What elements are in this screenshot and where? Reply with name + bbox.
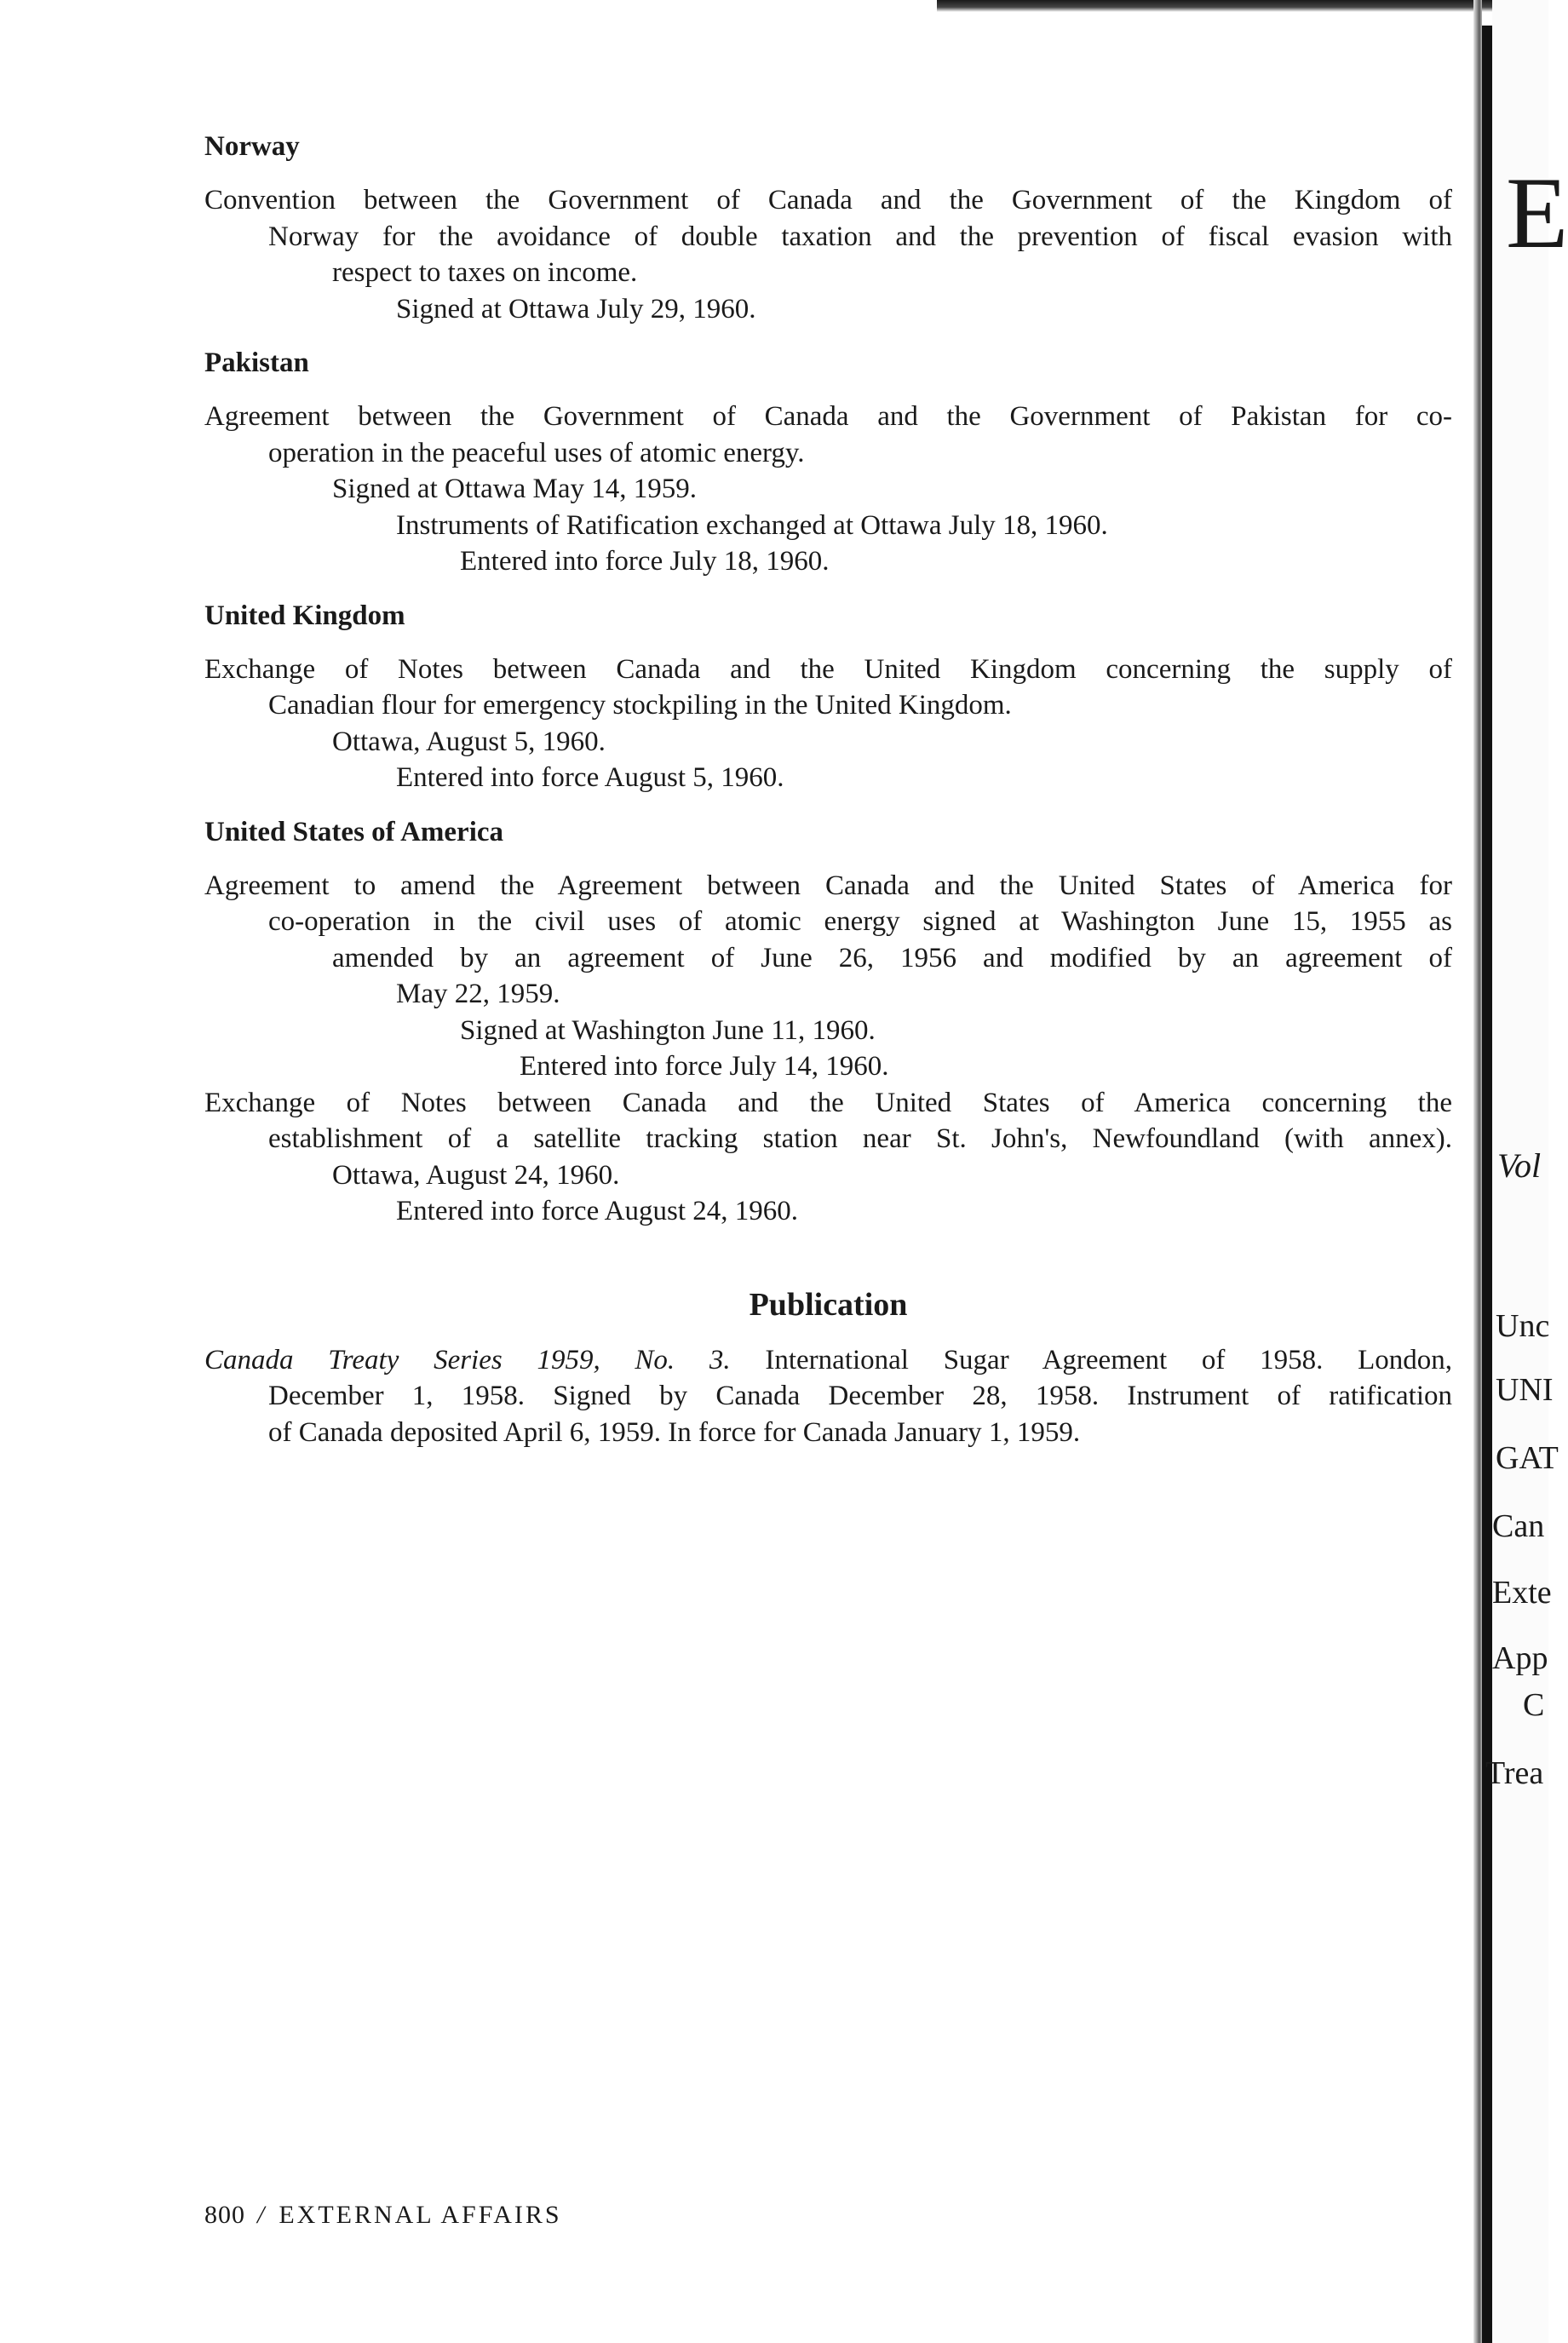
treaty-entry [204, 1085, 1452, 1230]
entry-line: Agreement to amend the Agreement between Canada and the United States of America for [204, 870, 1452, 901]
treaty-entry [204, 182, 1452, 327]
series-title: Canada Treaty Series 1959, No. 3. [204, 1344, 731, 1375]
entry-line: Canadian flour for emergency stockpiling in the United Kingdom. [268, 690, 1012, 721]
country-heading: Norway [204, 131, 300, 162]
treaty-entry [204, 868, 1452, 1085]
entry-line: Norway for the avoidance of double taxation and the prevention of fiscal evasion with [268, 221, 1452, 252]
next-page-sliver [1485, 0, 1568, 2343]
binding-edge [1473, 0, 1482, 2343]
entry-line: Convention between the Government of Canada and the Government of the Kingdom of [204, 185, 1452, 215]
entry-line: co-operation in the civil uses of atomic energy signed at Washington June 15, 1955 as [268, 906, 1452, 937]
in-force-line: Entered into force July 18, 1960. [460, 546, 830, 577]
next-page-fragment: C [1523, 1687, 1545, 1723]
country-heading: United States of America [204, 816, 504, 847]
treaty-entry [204, 652, 1452, 796]
page-number: 800 [204, 2201, 245, 2229]
signing-line: Ottawa, August 24, 1960. [332, 1159, 620, 1191]
next-page-fragment: E [1506, 156, 1568, 269]
next-page-fragment: Trea [1485, 1755, 1544, 1791]
publication-line: of Canada deposited April 6, 1959. In force for Canada January 1, 1959. [268, 1416, 1081, 1448]
next-page-fragment: Can [1492, 1508, 1545, 1544]
signing-line: Signed at Ottawa May 14, 1959. [332, 474, 698, 504]
next-page-fragment: Exte [1492, 1575, 1552, 1611]
entry-line: Exchange of Notes between Canada and the United Kingdom concerning the supply of [204, 653, 1452, 685]
publication-text: International Sugar Agreement of 1958. London, [730, 1344, 1453, 1375]
entry-line: Exchange of Notes between Canada and the United States of America concerning the [204, 1087, 1452, 1118]
next-page-fragment: Unc [1496, 1308, 1550, 1344]
scan-top-shadow [937, 0, 1548, 12]
next-page-fragment: Vol [1497, 1146, 1542, 1185]
treaty-entry [204, 399, 1452, 580]
country-heading: Pakistan [204, 347, 309, 378]
treaty-list [204, 128, 1452, 1450]
publication-heading: Publication [749, 1286, 908, 1323]
publication-line [204, 1342, 1452, 1379]
signing-line: Signed at Ottawa July 29, 1960. [396, 293, 756, 324]
next-page-fragment: UNI [1496, 1372, 1554, 1408]
binding-gutter [1482, 26, 1492, 2343]
signing-line: Signed at Washington June 11, 1960. [460, 1014, 876, 1046]
footer-slash: / [257, 2201, 267, 2229]
ratification-line: Instruments of Ratification exchanged at Ottawa July 18, 1960. [396, 509, 1108, 541]
publication-line: December 1, 1958. Signed by Canada December 28, 1958. Instrument of ratification [268, 1381, 1452, 1411]
in-force-line: Entered into force August 5, 1960. [396, 762, 784, 793]
entry-line: establishment of a satellite tracking station near St. John's, Newfoundland (with annex). [268, 1123, 1452, 1154]
next-page-fragment: GAT [1496, 1440, 1559, 1476]
entry-line: amended by an agreement of June 26, 1956 and modified by an agreement of [332, 942, 1452, 973]
entry-line: Agreement between the Government of Canada and the Government of Pakistan for co- [204, 401, 1452, 432]
page-footer [204, 2201, 562, 2230]
country-heading: United Kingdom [204, 600, 405, 631]
in-force-line: Entered into force July 14, 1960. [520, 1051, 889, 1082]
entry-line: respect to taxes on income. [332, 257, 638, 288]
entry-line: May 22, 1959. [396, 979, 560, 1009]
next-page-fragment: App [1492, 1640, 1548, 1676]
entry-line: operation in the peaceful uses of atomic energy. [268, 437, 805, 468]
journal-name: EXTERNAL AFFAIRS [279, 2201, 562, 2229]
signing-line: Ottawa, August 5, 1960. [332, 726, 606, 757]
in-force-line: Entered into force August 24, 1960. [396, 1196, 798, 1226]
publication-entry [204, 1342, 1452, 1451]
